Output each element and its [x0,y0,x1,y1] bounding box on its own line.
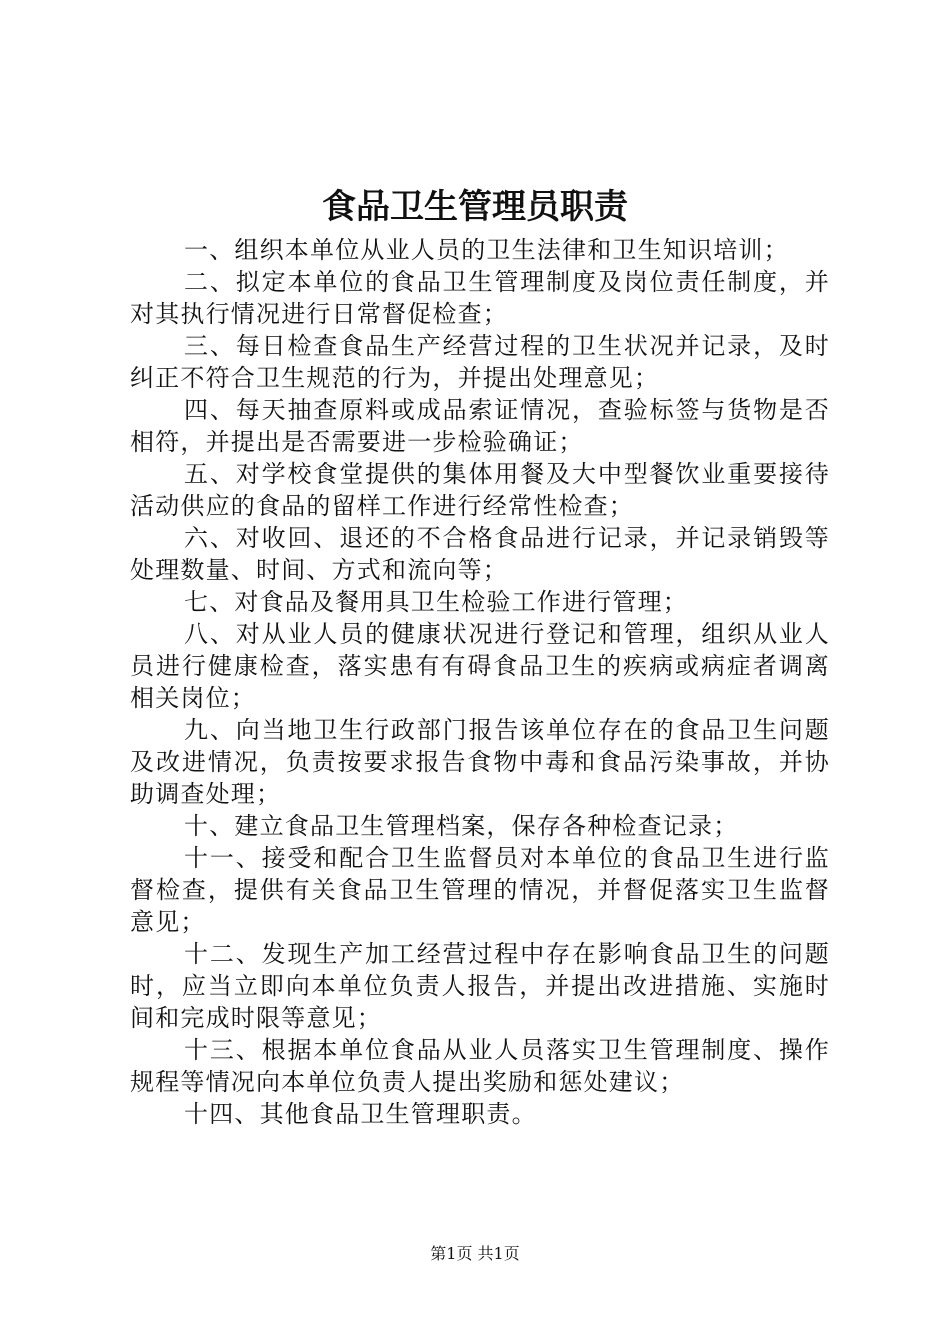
duty-item-14: 十四、其他食品卫生管理职责。 [184,1100,537,1128]
duty-item-13: 十三、根据本单位食品从业人员落实卫生管理制度、操作规程等情况向本单位负责人提出奖励和惩处建议； [130,1036,830,1096]
duty-item-12: 十二、发现生产加工经营过程中存在影响食品卫生的问题时，应当立即向本单位负责人报告，并提出改进措施、实施时间和完成时限等意见； [130,940,830,1032]
duty-item-9: 九、向当地卫生行政部门报告该单位存在的食品卫生问题及改进情况，负责按要求报告食物中毒和食品污染事故，并协助调查处理； [130,716,830,808]
duty-item-3: 三、每日检查食品生产经营过程的卫生状况并记录，及时纠正不符合卫生规范的行为，并提出处理意见； [130,332,830,392]
duty-item-6: 六、对收回、退还的不合格食品进行记录，并记录销毁等处理数量、时间、方式和流向等； [130,524,830,584]
duty-item-5: 五、对学校食堂提供的集体用餐及大中型餐饮业重要接待活动供应的食品的留样工作进行经常性检查； [130,460,830,520]
document-title: 食品卫生管理员职责 [322,187,628,227]
duty-item-4: 四、每天抽查原料或成品索证情况，查验标签与货物是否相符，并提出是否需要进一步检验确证； [130,396,830,456]
duty-item-10: 十、建立食品卫生管理档案，保存各种检查记录； [184,812,739,840]
duty-item-1: 一、组织本单位从业人员的卫生法律和卫生知识培训； [184,236,789,264]
duty-item-8: 八、对从业人员的健康状况进行登记和管理，组织从业人员进行健康检查，落实患有有碍食品卫生的疾病或病症者调离相关岗位； [130,620,830,712]
duty-item-11: 十一、接受和配合卫生监督员对本单位的食品卫生进行监督检查，提供有关食品卫生管理的情况，并督促落实卫生监督意见； [130,844,830,936]
duty-item-2: 二、拟定本单位的食品卫生管理制度及岗位责任制度，并对其执行情况进行日常督促检查； [130,268,830,328]
duty-item-7: 七、对食品及餐用具卫生检验工作进行管理； [184,588,688,616]
page-footer: 第1页 共1页 [430,1244,520,1263]
document-body [130,234,830,1130]
